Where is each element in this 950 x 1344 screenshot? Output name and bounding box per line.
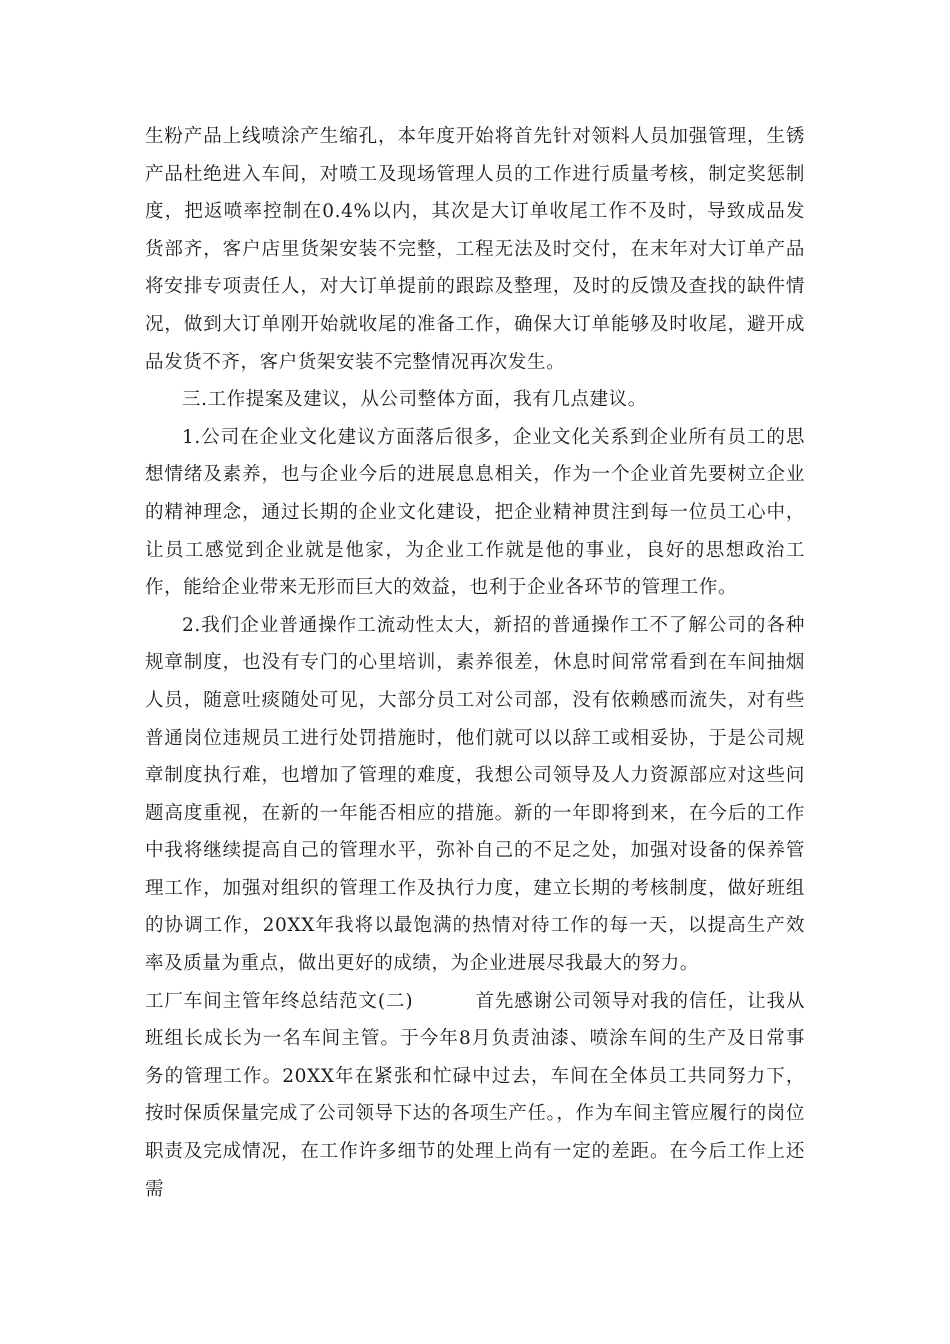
section-body: 首先感谢公司领导对我的信任，让我从班组长成长为一名车间主管。于今年8月负责油漆、喷涂车间的生产及日常事务的管理工作。20XX年在紧张和忙碌中过去，车间在全体员工共同努力下，按时保质保量完成了公司领导下达的各项生产任。，作为车间主管应履行的岗位职责及完成情况，在工作许多细节的处理上尚有一定的差距。在今后工作上还需 (145, 990, 806, 1200)
paragraph-section-two (145, 983, 805, 1209)
paragraph-section-three-heading: 三.工作提案及建议，从公司整体方面，我有几点建议。 (182, 389, 647, 411)
document-body (145, 118, 805, 1208)
section-title: 工厂车间主管年终总结范文(二) (145, 990, 414, 1012)
paragraph-suggestion-two: 2.我们企业普通操作工流动性太大，新招的普通操作工不了解公司的各种规章制度，也没有专门的心里培训，素养很差，休息时间常常看到在车间抽烟人员，随意吐痰随处可见，大部分员工对公司部，没有依赖感而流失，对有些普通岗位违规员工进行处罚措施时，他们就可以以辞工或相妥协，于是公司规章制度执行难，也增加了管理的难度，我想公司领导及人力资源部应对这些问题高度重视，在新的一年能否相应的措施。新的一年即将到来，在今后的工作中我将继续提高自己的管理水平，弥补自己的不足之处，加强对设备的保养管理工作，加强对组织的管理工作及执行力度，建立长期的考核制度，做好班组的协调工作，20XX年我将以最饱满的热情对待工作的每一天，以提高生产效率及质量为重点，做出更好的成绩，为企业进展尽我最大的努力。 (145, 614, 805, 975)
paragraph-suggestion-one: 1.公司在企业文化建议方面落后很多，企业文化关系到企业所有员工的思想情绪及素养，也与企业今后的进展息息相关，作为一个企业首先要树立企业的精神理念，通过长期的企业文化建设，把企业精神贯注到每一位员工心中，让员工感觉到企业就是他家，为企业工作就是他的事业，良好的思想政治工作，能给企业带来无形而巨大的效益，也利于企业各环节的管理工作。 (145, 426, 805, 599)
paragraph-continuation: 生粉产品上线喷涂产生缩孔，本年度开始将首先针对领料人员加强管理，生锈产品杜绝进入车间，对喷工及现场管理人员的工作进行质量考核，制定奖惩制度，把返喷率控制在0.4%以内，其次是大订单收尾工作不及时，导致成品发货部齐，客户店里货架安装不完整，工程无法及时交付，在末年对大订单产品将安排专项责任人，对大订单提前的跟踪及整理，及时的反馈及查找的缺件情况，做到大订单刚开始就收尾的准备工作，确保大订单能够及时收尾，避开成品发货不齐，客户货架安装不完整情况再次发生。 (145, 126, 805, 373)
